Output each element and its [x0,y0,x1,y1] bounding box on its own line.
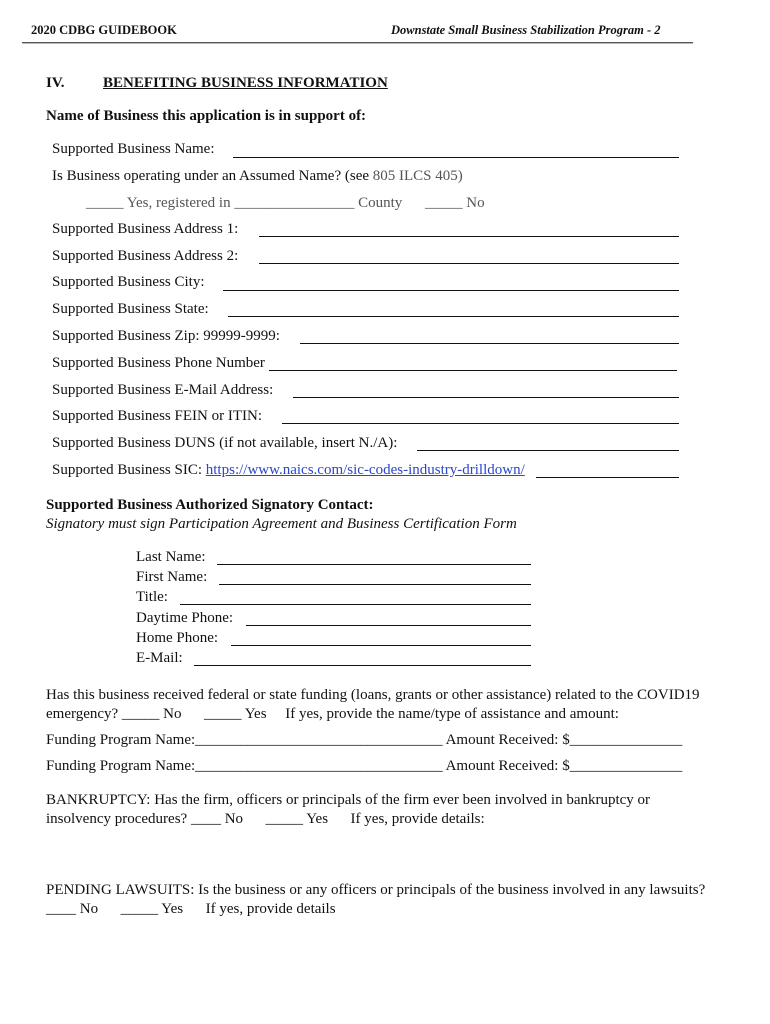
address1-label: Supported Business Address 1: [52,221,239,237]
assumed-yes-option[interactable]: _____ Yes, registered in ________________ County [86,195,403,211]
lawsuits-question-line1: PENDING LAWSUITS: Is the business or any officers or principals of the business involved in any lawsuits? [46,882,706,898]
intro-heading: Name of Business this application is in support of: [46,108,367,124]
covid-question-line1: Has this business received federal or state funding (loans, grants or other assistance) related to the COVID19 [46,687,700,703]
email-field[interactable] [293,397,679,398]
signatory-home-phone-label: Home Phone: [136,630,219,646]
signatory-email-label: E-Mail: [136,650,183,666]
state-field[interactable] [228,316,679,317]
email-label: Supported Business E-Mail Address: [52,382,274,398]
funding-program-row-1[interactable]: Funding Program Name:_________________________________ Amount Received: $_______________ [46,732,683,748]
fein-field[interactable] [282,423,679,424]
sic-row [52,462,525,479]
section-number: IV. [46,75,65,91]
signatory-daytime-phone-field[interactable] [246,625,531,626]
signatory-home-phone-field[interactable] [231,645,531,646]
bankruptcy-question-line2[interactable]: insolvency procedures? ____ No _____ Yes If yes, provide details: [46,811,485,827]
section-title: BENEFITING BUSINESS INFORMATION [103,75,388,91]
assumed-name-question-text: Is Business operating under an Assumed Name? (see [52,168,373,184]
signatory-title-field[interactable] [180,604,531,605]
duns-field[interactable] [417,450,679,451]
zip-label: Supported Business Zip: 99999-9999: [52,328,280,344]
address2-field[interactable] [259,263,679,264]
business-name-field[interactable] [233,157,679,158]
zip-field[interactable] [300,343,679,344]
assumed-name-reference: 805 ILCS 405) [372,168,463,184]
state-label: Supported Business State: [52,301,209,317]
signatory-last-name-field[interactable] [217,564,531,565]
phone-label: Supported Business Phone Number [52,355,265,371]
address2-label: Supported Business Address 2: [52,248,239,264]
sic-link[interactable]: https://www.naics.com/sic-codes-industry-drilldown/ [205,462,525,478]
duns-label: Supported Business DUNS (if not available, insert N./A): [52,435,398,451]
city-field[interactable] [223,290,679,291]
header-rule [22,42,693,43]
business-name-label: Supported Business Name: [52,141,215,157]
signatory-note: Signatory must sign Participation Agreement and Business Certification Form [46,516,517,532]
signatory-first-name-field[interactable] [219,584,531,585]
signatory-first-name-label: First Name: [136,569,208,585]
signatory-title-label: Title: [136,589,168,605]
header-left: 2020 CDBG GUIDEBOOK [31,23,177,37]
assumed-no-option[interactable]: _____ No [425,195,485,211]
assumed-name-question [52,168,463,185]
signatory-heading: Supported Business Authorized Signatory Contact: [46,497,374,513]
signatory-last-name-label: Last Name: [136,549,206,565]
header-right: Downstate Small Business Stabilization Program - 2 [391,23,661,37]
covid-question-line2[interactable]: emergency? _____ No _____ Yes If yes, provide the name/type of assistance and amount: [46,706,619,722]
lawsuits-question-line2[interactable]: ____ No _____ Yes If yes, provide details [46,901,336,917]
signatory-email-field[interactable] [194,665,531,666]
sic-label: Supported Business SIC: [52,462,203,478]
address1-field[interactable] [259,236,679,237]
funding-program-row-2[interactable]: Funding Program Name:_________________________________ Amount Received: $_______________ [46,758,683,774]
city-label: Supported Business City: [52,274,205,290]
fein-label: Supported Business FEIN or ITIN: [52,408,262,424]
bankruptcy-question-line1: BANKRUPTCY: Has the firm, officers or principals of the firm ever been involved in bankruptcy or [46,792,651,808]
phone-field[interactable] [269,370,677,371]
signatory-daytime-phone-label: Daytime Phone: [136,610,234,626]
sic-field[interactable] [536,477,679,478]
